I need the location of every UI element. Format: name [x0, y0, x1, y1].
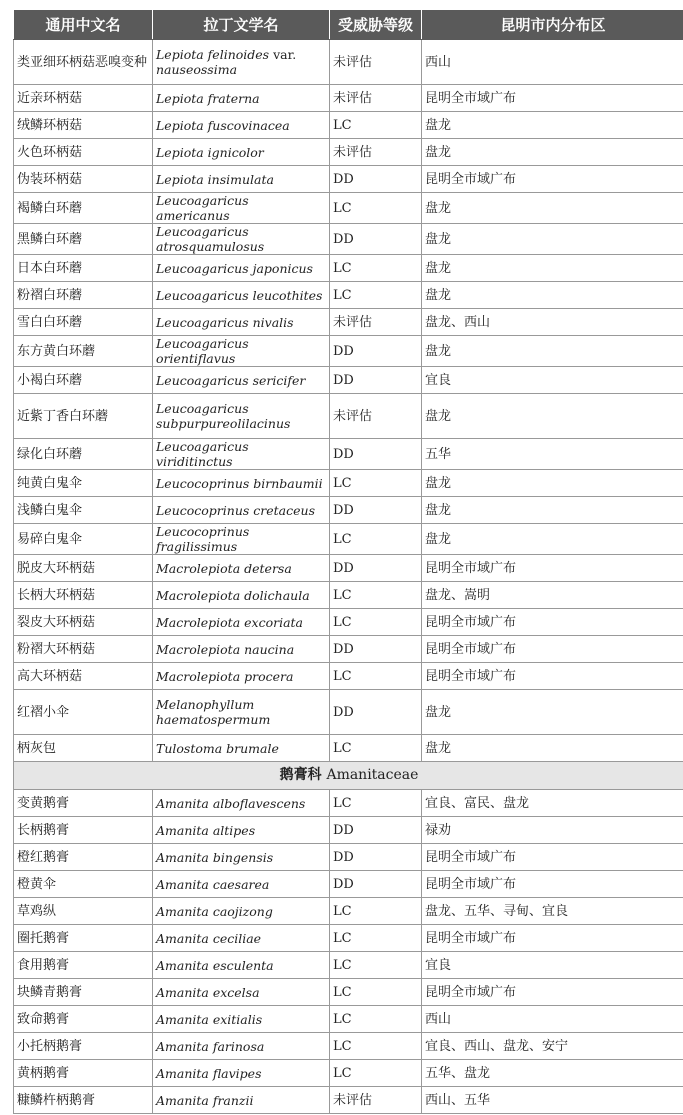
threat-level-cell: LC: [330, 925, 422, 952]
threat-level-cell: DD: [330, 367, 422, 394]
latin-name: Leucoagaricus americanus: [156, 193, 249, 223]
threat-level-cell: LC: [330, 582, 422, 609]
latin-name-cell: [153, 790, 330, 817]
threat-level-cell: 未评估: [330, 1087, 422, 1114]
latin-name: Amanita excelsa: [156, 984, 260, 1000]
common-name-cell: 黄柄鹅膏: [14, 1060, 153, 1087]
common-name-cell: 长柄鹅膏: [14, 817, 153, 844]
latin-name: Leucoagaricus nivalis: [156, 314, 294, 330]
threat-level-cell: DD: [330, 336, 422, 367]
threat-level-cell: 未评估: [330, 309, 422, 336]
common-name-cell: 日本白环蘑: [14, 255, 153, 282]
common-name-cell: 伪装环柄菇: [14, 166, 153, 193]
latin-name-cell: [153, 609, 330, 636]
latin-name: Amanita flavipes: [156, 1065, 262, 1081]
distribution-cell: 宜良、西山、盘龙、安宁: [422, 1033, 683, 1060]
common-name-cell: 类亚细环柄菇恶嗅变种: [14, 40, 153, 85]
distribution-cell: 盘龙: [422, 336, 683, 367]
common-name-cell: 褐鳞白环蘑: [14, 193, 153, 224]
common-name-cell: 易碎白鬼伞: [14, 524, 153, 555]
distribution-cell: 昆明全市域广布: [422, 979, 683, 1006]
distribution-cell: 盘龙: [422, 690, 683, 735]
latin-name-cell: [153, 193, 330, 224]
threat-level-cell: LC: [330, 1060, 422, 1087]
common-name-cell: 变黄鹅膏: [14, 790, 153, 817]
common-name-cell: 橙红鹅膏: [14, 844, 153, 871]
latin-name-cell: [153, 282, 330, 309]
table-row: [14, 224, 683, 255]
latin-name-cell: [153, 394, 330, 439]
latin-name: Leucoagaricus: [156, 401, 249, 416]
table-row: [14, 844, 683, 871]
distribution-cell: 盘龙: [422, 112, 683, 139]
common-name-cell: 小褐白环蘑: [14, 367, 153, 394]
family-row: [14, 762, 683, 790]
latin-name: Lepiota insimulata: [156, 171, 274, 187]
common-name-cell: 粉褶白环蘑: [14, 282, 153, 309]
distribution-cell: 昆明全市域广布: [422, 871, 683, 898]
family-heading: [14, 762, 683, 790]
distribution-cell: 昆明全市域广布: [422, 555, 683, 582]
table-row: [14, 636, 683, 663]
distribution-cell: 西山: [422, 40, 683, 85]
latin-name: Amanita caojizong: [156, 903, 273, 919]
latin-name-cell: [153, 367, 330, 394]
table-row: [14, 925, 683, 952]
latin-name-cell: [153, 112, 330, 139]
header-row: [14, 10, 683, 40]
threat-level-cell: LC: [330, 282, 422, 309]
latin-name-cell: [153, 470, 330, 497]
table-row: [14, 497, 683, 524]
common-name-cell: 火色环柄菇: [14, 139, 153, 166]
threat-level-cell: LC: [330, 609, 422, 636]
distribution-cell: 五华: [422, 439, 683, 470]
distribution-cell: 盘龙: [422, 139, 683, 166]
header-latin-name: 拉丁文学名: [153, 10, 330, 40]
threat-level-cell: LC: [330, 735, 422, 762]
latin-name: Leucoagaricus leucothites: [156, 287, 323, 303]
table-row: [14, 952, 683, 979]
common-name-cell: 近紫丁香白环蘑: [14, 394, 153, 439]
latin-name-cell: [153, 844, 330, 871]
table-row: [14, 817, 683, 844]
distribution-cell: 宜良: [422, 367, 683, 394]
distribution-cell: 宜良、富民、盘龙: [422, 790, 683, 817]
distribution-cell: 西山: [422, 1006, 683, 1033]
latin-name-cell: [153, 1006, 330, 1033]
threat-level-cell: DD: [330, 636, 422, 663]
latin-name-cell: [153, 166, 330, 193]
threat-level-cell: DD: [330, 871, 422, 898]
latin-name-continued: subpurpureolilacinus: [156, 416, 291, 431]
species-table: [13, 9, 683, 1114]
threat-level-cell: DD: [330, 497, 422, 524]
common-name-cell: 圈托鹅膏: [14, 925, 153, 952]
latin-name: Lepiota fuscovinacea: [156, 117, 290, 133]
threat-level-cell: 未评估: [330, 394, 422, 439]
table-row: [14, 394, 683, 439]
threat-level-cell: LC: [330, 663, 422, 690]
latin-name: Leucoagaricus atrosquamulosus: [156, 224, 265, 254]
distribution-cell: 盘龙: [422, 193, 683, 224]
distribution-cell: 昆明全市域广布: [422, 636, 683, 663]
table-row: [14, 139, 683, 166]
latin-name-cell: [153, 817, 330, 844]
common-name-cell: 小托柄鹅膏: [14, 1033, 153, 1060]
distribution-cell: 盘龙: [422, 524, 683, 555]
distribution-cell: 宜良: [422, 952, 683, 979]
common-name-cell: 脱皮大环柄菇: [14, 555, 153, 582]
threat-level-cell: LC: [330, 193, 422, 224]
latin-name: Amanita altipes: [156, 822, 256, 838]
latin-name: Leucoagaricus orientiflavus: [156, 336, 249, 366]
latin-name-cell: [153, 925, 330, 952]
header-distribution: 昆明市内分布区: [422, 10, 683, 40]
table-row: [14, 524, 683, 555]
table-row: [14, 282, 683, 309]
latin-name-cell: [153, 255, 330, 282]
table-row: [14, 85, 683, 112]
latin-name: Leucocoprinus cretaceus: [156, 502, 315, 518]
latin-name: Macrolepiota dolichaula: [156, 587, 310, 603]
latin-name-cell: [153, 1087, 330, 1114]
distribution-cell: 西山、五华: [422, 1087, 683, 1114]
variety-label: var.: [273, 47, 297, 62]
table-row: [14, 663, 683, 690]
latin-name: Lepiota fraterna: [156, 90, 260, 106]
table-row: [14, 790, 683, 817]
common-name-cell: 裂皮大环柄菇: [14, 609, 153, 636]
latin-name: Lepiota felinoides: [156, 47, 270, 62]
latin-name: Macrolepiota procera: [156, 668, 294, 684]
threat-level-cell: LC: [330, 790, 422, 817]
table-row: [14, 582, 683, 609]
table-row: [14, 336, 683, 367]
latin-name: Tulostoma brumale: [156, 740, 279, 756]
threat-level-cell: DD: [330, 439, 422, 470]
latin-name-continued: nauseossima: [156, 62, 238, 77]
distribution-cell: 盘龙: [422, 497, 683, 524]
distribution-cell: 盘龙: [422, 255, 683, 282]
distribution-cell: 盘龙: [422, 470, 683, 497]
latin-name-cell: [153, 497, 330, 524]
header-threat-level: 受威胁等级: [330, 10, 422, 40]
latin-name-cell: [153, 524, 330, 555]
family-name-cn: 鹅膏科: [279, 767, 322, 783]
distribution-cell: 昆明全市域广布: [422, 663, 683, 690]
latin-name-cell: [153, 663, 330, 690]
threat-level-cell: 未评估: [330, 85, 422, 112]
common-name-cell: 绒鳞环柄菇: [14, 112, 153, 139]
latin-name: Macrolepiota naucina: [156, 641, 295, 657]
latin-name: Amanita bingensis: [156, 849, 274, 865]
table-row: [14, 193, 683, 224]
distribution-cell: 盘龙: [422, 735, 683, 762]
latin-name: Leucoagaricus sericifer: [156, 372, 306, 388]
latin-name-continued: haematospermum: [156, 712, 271, 727]
common-name-cell: 块鳞青鹅膏: [14, 979, 153, 1006]
threat-level-cell: LC: [330, 979, 422, 1006]
latin-name-cell: [153, 336, 330, 367]
common-name-cell: 草鸡纵: [14, 898, 153, 925]
latin-name-cell: [153, 690, 330, 735]
latin-name-cell: [153, 898, 330, 925]
distribution-cell: 盘龙、嵩明: [422, 582, 683, 609]
threat-level-cell: 未评估: [330, 139, 422, 166]
table-row: [14, 112, 683, 139]
latin-name-cell: [153, 1033, 330, 1060]
latin-name-cell: [153, 636, 330, 663]
threat-level-cell: LC: [330, 112, 422, 139]
latin-name-cell: [153, 1060, 330, 1087]
latin-name: Melanophyllum: [156, 697, 255, 712]
table-row: [14, 439, 683, 470]
threat-level-cell: DD: [330, 224, 422, 255]
latin-name: Leucocoprinus fragilissimus: [156, 524, 250, 554]
common-name-cell: 高大环柄菇: [14, 663, 153, 690]
threat-level-cell: LC: [330, 1033, 422, 1060]
table-row: [14, 166, 683, 193]
distribution-cell: 昆明全市域广布: [422, 85, 683, 112]
latin-name: Amanita farinosa: [156, 1038, 265, 1054]
latin-name: Macrolepiota excoriata: [156, 614, 303, 630]
table-row: [14, 735, 683, 762]
latin-name: Amanita caesarea: [156, 876, 270, 892]
table-row: [14, 309, 683, 336]
distribution-cell: 禄劝: [422, 817, 683, 844]
latin-name-cell: [153, 439, 330, 470]
latin-name: Amanita esculenta: [156, 957, 274, 973]
table-row: [14, 1006, 683, 1033]
distribution-cell: 昆明全市域广布: [422, 925, 683, 952]
threat-level-cell: LC: [330, 255, 422, 282]
common-name-cell: 纯黄白鬼伞: [14, 470, 153, 497]
common-name-cell: 红褶小伞: [14, 690, 153, 735]
latin-name: Amanita franzii: [156, 1092, 254, 1108]
distribution-cell: 五华、盘龙: [422, 1060, 683, 1087]
distribution-cell: 盘龙、西山: [422, 309, 683, 336]
table-row: [14, 1033, 683, 1060]
latin-name: Amanita ceciliae: [156, 930, 262, 946]
common-name-cell: 粉褶大环柄菇: [14, 636, 153, 663]
common-name-cell: 雪白白环蘑: [14, 309, 153, 336]
latin-name-cell: [153, 555, 330, 582]
common-name-cell: 糠鳞杵柄鹅膏: [14, 1087, 153, 1114]
common-name-cell: 长柄大环柄菇: [14, 582, 153, 609]
latin-name: Leucocoprinus birnbaumii: [156, 475, 323, 491]
threat-level-cell: DD: [330, 817, 422, 844]
common-name-cell: 近亲环柄菇: [14, 85, 153, 112]
table-row: [14, 40, 683, 85]
table-row: [14, 979, 683, 1006]
latin-name: Lepiota ignicolor: [156, 144, 264, 160]
threat-level-cell: LC: [330, 470, 422, 497]
threat-level-cell: DD: [330, 555, 422, 582]
table-row: [14, 609, 683, 636]
table-body: [14, 40, 683, 1114]
distribution-cell: 盘龙: [422, 224, 683, 255]
latin-name-cell: [153, 952, 330, 979]
latin-name-cell: [153, 224, 330, 255]
latin-name-cell: [153, 582, 330, 609]
latin-name-cell: [153, 735, 330, 762]
table-row: [14, 898, 683, 925]
table-row: [14, 1087, 683, 1114]
species-table-container: [13, 9, 683, 1114]
table-row: [14, 690, 683, 735]
table-row: [14, 470, 683, 497]
threat-level-cell: DD: [330, 166, 422, 193]
threat-level-cell: 未评估: [330, 40, 422, 85]
common-name-cell: 黑鳞白环蘑: [14, 224, 153, 255]
threat-level-cell: LC: [330, 1006, 422, 1033]
latin-name: Leucoagaricus japonicus: [156, 260, 313, 276]
table-row: [14, 255, 683, 282]
common-name-cell: 致命鹅膏: [14, 1006, 153, 1033]
latin-name-cell: [153, 139, 330, 166]
distribution-cell: 盘龙: [422, 282, 683, 309]
latin-name-cell: [153, 40, 330, 85]
distribution-cell: 昆明全市域广布: [422, 844, 683, 871]
table-row: [14, 555, 683, 582]
table-row: [14, 871, 683, 898]
threat-level-cell: LC: [330, 952, 422, 979]
threat-level-cell: LC: [330, 524, 422, 555]
common-name-cell: 橙黄伞: [14, 871, 153, 898]
latin-name: Amanita exitialis: [156, 1011, 263, 1027]
common-name-cell: 柄灰包: [14, 735, 153, 762]
latin-name-cell: [153, 309, 330, 336]
common-name-cell: 浅鳞白鬼伞: [14, 497, 153, 524]
header-common-name: 通用中文名: [14, 10, 153, 40]
latin-name: Macrolepiota detersa: [156, 560, 292, 576]
threat-level-cell: DD: [330, 690, 422, 735]
distribution-cell: 盘龙、五华、寻甸、宜良: [422, 898, 683, 925]
common-name-cell: 食用鹅膏: [14, 952, 153, 979]
table-row: [14, 367, 683, 394]
latin-name: Amanita alboflavescens: [156, 795, 306, 811]
family-name-latin: Amanitaceae: [326, 767, 419, 783]
distribution-cell: 盘龙: [422, 394, 683, 439]
latin-name-cell: [153, 871, 330, 898]
latin-name: Leucoagaricus viriditinctus: [156, 439, 249, 469]
table-row: [14, 1060, 683, 1087]
threat-level-cell: DD: [330, 844, 422, 871]
common-name-cell: 东方黄白环蘑: [14, 336, 153, 367]
distribution-cell: 昆明全市域广布: [422, 609, 683, 636]
latin-name-cell: [153, 85, 330, 112]
common-name-cell: 绿化白环蘑: [14, 439, 153, 470]
latin-name-cell: [153, 979, 330, 1006]
distribution-cell: 昆明全市域广布: [422, 166, 683, 193]
threat-level-cell: LC: [330, 898, 422, 925]
